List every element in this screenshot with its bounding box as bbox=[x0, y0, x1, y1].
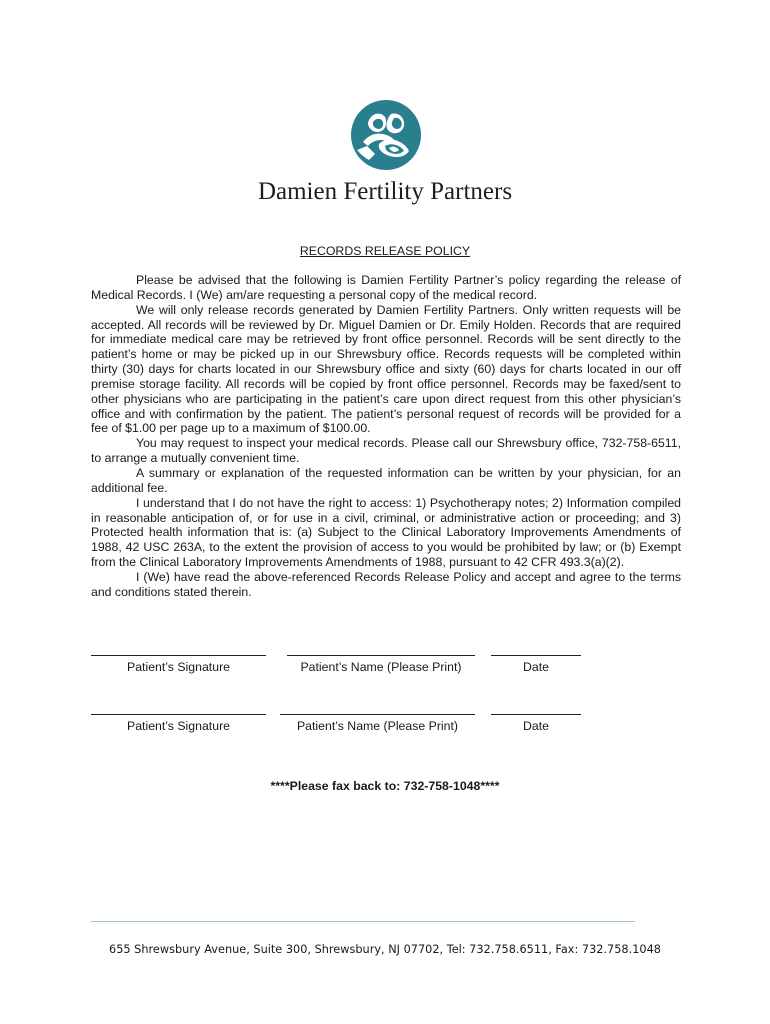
patient-name-field[interactable] bbox=[287, 655, 475, 674]
brand-name: Damien Fertility Partners bbox=[257, 178, 513, 205]
policy-paragraph: We will only release records generated by Damien Fertility Partners. Only written requests will be accepted. All records will be reviewed by Dr. Miguel Damien or Dr. Emily Holden. Records that are required for immediate medical care may be retrieved by front office personnel. Records will be sent directly to the patient’s home or may be picked up in our Shrewsbury office. Records requests will be completed within thirty (30) days for charts located in our Shrewsbury office and sixty (60) days for charts located in our off premise storage facility. All records will be copied by front office personnel. Records may be faxed/sent to other physicians who are participating in the patient’s care upon direct request from this other physician’s office and with confirmation by the patient. The patient’s personal request of records will be provided for a fee of $1.00 per page up to a maximum of $100.00. bbox=[91, 302, 681, 436]
policy-paragraph: I (We) have read the above-referenced Records Release Policy and accept and agree to the terms and conditions stated therein. bbox=[91, 569, 681, 599]
signature-line bbox=[91, 714, 266, 715]
date-label: Date bbox=[523, 660, 549, 674]
signature-line bbox=[491, 714, 581, 715]
date-field[interactable] bbox=[491, 655, 581, 674]
patient-name-label: Patient’s Name (Please Print) bbox=[300, 660, 462, 674]
policy-paragraph: Please be advised that the following is Damien Fertility Partner’s policy regarding the release of Medical Records. I (We) am/are requesting a personal copy of the medical record. bbox=[91, 273, 681, 302]
policy-paragraph: A summary or explanation of the requested information can be written by your physician, for an additional fee. bbox=[91, 465, 681, 495]
policy-paragraph: I understand that I do not have the right to access: 1) Psychotherapy notes; 2) Information compiled in reasonable anticipation of, or for use in a civil, criminal, or administrative action or proceeding; and 3) Protected health information that is: (a) Subject to the Clinical Laboratory Improvements Amendments of 1988, 42 USC 263A, to the extent the provision of access to you would be prohibited by law; or (b) Exempt from the Clinical Laboratory Improvements Amendments of 1988, pursuant to 42 CFR 493.3(a)(2). bbox=[91, 495, 681, 570]
patient-name-field[interactable] bbox=[280, 714, 475, 733]
signature-field[interactable] bbox=[91, 655, 266, 674]
signature-line bbox=[280, 714, 475, 715]
date-field[interactable] bbox=[491, 714, 581, 733]
fax-note: ****Please fax back to: 732-758-1048**** bbox=[270, 779, 500, 793]
signature-label: Patient’s Signature bbox=[127, 660, 230, 674]
family-circle-logo-icon bbox=[349, 98, 423, 172]
footer-address: 655 Shrewsbury Avenue, Suite 300, Shrewsbury, NJ 07702, Tel: 732.758.6511, Fax: 732.758.1048 bbox=[109, 943, 661, 956]
date-label: Date bbox=[523, 719, 549, 733]
policy-body bbox=[91, 273, 681, 600]
policy-paragraph: You may request to inspect your medical records. Please call our Shrewsbury office, 732-758-6511, to arrange a mutually convenient time. bbox=[91, 436, 681, 466]
signature-line bbox=[91, 655, 266, 656]
signature-line bbox=[287, 655, 475, 656]
document-title: RECORDS RELEASE POLICY bbox=[299, 244, 471, 258]
patient-name-label: Patient’s Name (Please Print) bbox=[296, 719, 459, 733]
footer-divider bbox=[91, 921, 635, 922]
signature-label: Patient’s Signature bbox=[127, 719, 230, 733]
signature-field[interactable] bbox=[91, 714, 266, 733]
signature-line bbox=[491, 655, 581, 656]
